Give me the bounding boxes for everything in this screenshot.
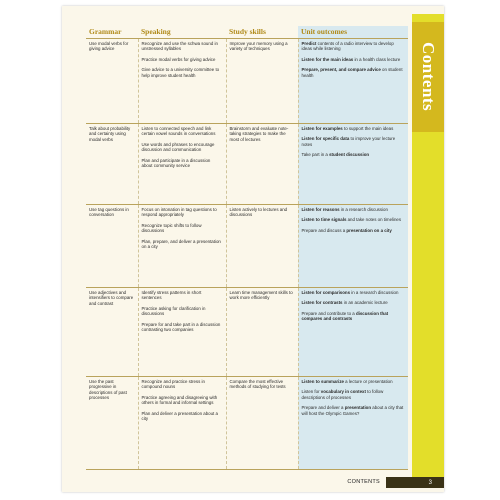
outcome-text: to support the main ideas <box>342 126 394 131</box>
page-number-bar <box>386 477 444 488</box>
speaking-item: Recognize and practice stress in compound nouns <box>141 379 205 390</box>
speaking-item: Practice asking for clarification in discussions <box>141 305 206 317</box>
study-skills-cell: Learn time management skills to work more efficiently <box>226 288 298 377</box>
grammar-cell: Use tag questions in conversation <box>86 205 138 288</box>
speaking-item: Give advice to a university committee to help improve student health <box>141 67 220 78</box>
speaking-cell <box>138 205 226 288</box>
outcome-text: and take notes on timelines <box>346 217 402 223</box>
grammar-cell: Talk about probability and certainty using modal verbs <box>86 124 138 205</box>
outcome-keyword: Listen for reasons <box>301 207 340 212</box>
outcome-item <box>302 152 406 157</box>
outcome-item <box>302 217 406 222</box>
outcome-text: Prepare and discuss a <box>301 227 347 233</box>
outcome-keyword: Prepare, present, and compare advice <box>301 67 381 73</box>
outcome-item <box>302 41 406 52</box>
outcome-item <box>302 126 406 131</box>
outcome-text: to improve your lecture notes <box>301 136 396 147</box>
outcome-keyword: vocabulary in context <box>320 389 366 395</box>
speaking-item: Listen to connected speech and link certain vowel sounds in conversations <box>141 126 216 137</box>
table-row <box>86 205 408 288</box>
header-row <box>86 26 408 39</box>
speaking-item: Plan and participate in a discussion about community service <box>141 157 211 169</box>
study-skills-cell: Compare the most effective methods of studying for tests <box>226 377 298 470</box>
speaking-cell <box>138 377 226 470</box>
outcome-text: on student health <box>301 67 403 78</box>
speaking-item: Practice modal verbs for giving advice <box>141 56 216 62</box>
footer-label: CONTENTS <box>347 479 380 485</box>
outcome-text: in a research discussion <box>339 207 388 212</box>
unit-outcomes-cell <box>298 39 408 124</box>
outcome-keyword: Listen for contrasts <box>301 300 343 306</box>
outcome-keyword: Predict <box>301 41 317 46</box>
outcome-text: in a health class lecture <box>353 56 401 62</box>
table-row <box>86 377 408 470</box>
outcome-keyword: Listen for the main ideas <box>301 56 354 62</box>
table-row <box>86 124 408 205</box>
grammar-cell: Use modal verbs for giving advice <box>86 39 138 124</box>
outcome-text: a lecture or presentation <box>343 379 393 384</box>
outcome-text: Listen for <box>301 389 321 395</box>
header-speaking: Speaking <box>138 26 226 39</box>
outcome-text: about a city that will host the Olympic Games? <box>301 405 404 416</box>
side-tab <box>412 14 444 482</box>
study-skills-cell: Improve your memory using a variety of techniques <box>226 39 298 124</box>
study-skills-cell: Brainstorm and evaluate note-taking strategies to make the most of lectures <box>226 124 298 205</box>
outcome-text: in a research discussion <box>350 290 399 295</box>
outcome-keyword: presentation <box>344 405 372 411</box>
speaking-item: Recognize and use the schwa sound in unstressed syllables <box>141 41 218 52</box>
outcome-item <box>302 228 406 233</box>
header-unit-outcomes: Unit outcomes <box>298 26 408 39</box>
outcome-item <box>302 290 406 295</box>
outcome-keyword: Listen to time signals <box>301 217 347 223</box>
table-row <box>86 39 408 124</box>
outcome-item <box>302 57 406 62</box>
speaking-cell <box>138 288 226 377</box>
outcome-keyword: discussion that compares and contrasts <box>301 310 389 322</box>
unit-outcomes-cell <box>298 377 408 470</box>
outcome-text: Prepare and deliver a <box>301 405 345 411</box>
outcome-text: contents of a radio interview to develop ideas while listening <box>301 41 394 52</box>
page-number: 3 <box>428 479 432 486</box>
speaking-item: Focus on intonation in tag questions to respond appropriately <box>141 207 217 218</box>
outcome-keyword: Listen for examples <box>301 126 343 131</box>
grammar-cell: Use adjectives and intensifiers to compare and contrast <box>86 288 138 377</box>
outcome-item <box>302 67 406 78</box>
outcome-text: Take part in a <box>301 152 330 158</box>
speaking-item: Plan, prepare, and deliver a presentation on a city <box>141 238 221 250</box>
speaking-item: Practice agreeing and disagreeing with others in formal and informal settings <box>141 394 218 406</box>
header-grammar: Grammar <box>86 26 138 39</box>
speaking-item: Identify stress patterns in short sentences <box>141 290 202 301</box>
outcome-keyword: student discussion <box>329 152 370 158</box>
outcome-text: to follow descriptions of processes <box>301 389 384 400</box>
unit-outcomes-cell <box>298 205 408 288</box>
speaking-cell <box>138 124 226 205</box>
book-page <box>62 6 444 492</box>
contents-table <box>86 26 408 470</box>
unit-outcomes-cell <box>298 288 408 377</box>
speaking-item: Plan and deliver a presentation about a city <box>141 410 218 422</box>
study-skills-cell: Listen actively to lectures and discussions <box>226 205 298 288</box>
unit-outcomes-cell <box>298 124 408 205</box>
outcome-keyword: presentation on a city <box>346 227 392 233</box>
outcome-item <box>302 136 406 147</box>
page-footer <box>62 476 444 490</box>
side-tab-label: Contents <box>412 22 444 132</box>
outcome-item <box>302 405 406 416</box>
outcome-item <box>302 311 406 322</box>
outcome-keyword: Listen to summarize <box>301 379 344 384</box>
speaking-cell <box>138 39 226 124</box>
header-study-skills: Study skills <box>226 26 298 39</box>
speaking-item: Recognize topic shifts to follow discussions <box>141 222 202 234</box>
outcome-text: in an academic lecture <box>342 300 388 306</box>
speaking-item: Use words and phrases to encourage discussion and communication <box>141 141 215 153</box>
table-row <box>86 288 408 377</box>
speaking-item: Prepare for and take part in a discussion contrasting two companies <box>141 321 221 333</box>
outcome-item <box>302 207 406 212</box>
outcome-item <box>302 300 406 305</box>
outcome-item <box>302 389 406 400</box>
outcome-text: Prepare and contribute to a <box>301 310 356 316</box>
outcome-keyword: Listen for comparisons <box>301 290 351 295</box>
outcome-item <box>302 379 406 384</box>
grammar-cell: Use the past progressive in descriptions of past processes <box>86 377 138 470</box>
outcome-keyword: Listen for specific data <box>301 136 350 142</box>
